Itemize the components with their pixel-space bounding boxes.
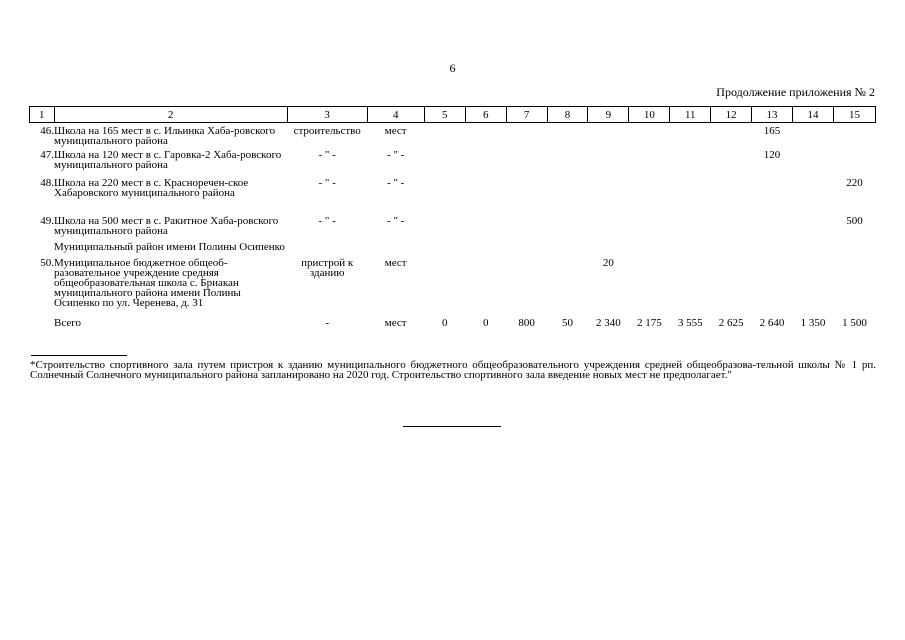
district-row [30, 242, 876, 258]
header-cell: 9 [588, 107, 629, 123]
value-cell [670, 150, 711, 178]
object-name: Школа на 220 мест в с. Красноречен-ское Хабаровского муниципального района [54, 177, 249, 199]
value-cell [588, 123, 629, 151]
work-type: строительство [293, 125, 361, 137]
header-cell: 12 [711, 107, 752, 123]
value-cell [588, 178, 629, 216]
district-heading: Муниципальный район имени Полины Осипенко [54, 241, 285, 253]
header-cell: 6 [465, 107, 506, 123]
value-cell [547, 258, 588, 318]
value-cell [629, 258, 670, 318]
value-cell [711, 216, 752, 242]
header-cell: 8 [547, 107, 588, 123]
header-cell: 2 [54, 107, 287, 123]
value-cell [833, 123, 875, 151]
unit: - " - [387, 149, 405, 161]
unit: мест [384, 317, 407, 329]
value-cell [506, 123, 547, 151]
value-cell [711, 123, 752, 151]
value-cell [424, 123, 465, 151]
header-row [30, 107, 876, 123]
object-name: Школа на 500 мест в с. Ракитное Хаба-ровского муниципального района [54, 215, 279, 237]
header-cell: 10 [629, 107, 670, 123]
table-row [30, 123, 876, 151]
value-cell [752, 216, 793, 242]
total-value: 1 500 [842, 317, 867, 329]
value-cell [465, 123, 506, 151]
row-number: 49. [40, 215, 55, 227]
work-type: пристрой к зданию [301, 257, 354, 279]
page-number: 6 [449, 61, 456, 75]
header-cell: 5 [424, 107, 465, 123]
unit: мест [384, 257, 407, 269]
object-name: Школа на 165 мест в с. Ильинка Хаба-ровского муниципального района [54, 125, 276, 147]
total-row [30, 318, 876, 336]
value-cell [752, 178, 793, 216]
value-cell [793, 258, 834, 318]
value-cell [424, 150, 465, 178]
value-cell [465, 150, 506, 178]
value-cell [547, 123, 588, 151]
table-row [30, 178, 876, 216]
unit: мест [384, 125, 407, 137]
work-type: - [325, 317, 329, 329]
value-cell [506, 178, 547, 216]
row-number: 48. [40, 177, 55, 189]
work-type: - " - [318, 215, 336, 227]
appendix-continuation: Продолжение приложения № 2 [716, 85, 875, 99]
value-cell [833, 150, 875, 178]
total-value: 0 [442, 317, 448, 329]
header-cell: 3 [287, 107, 367, 123]
value-cell [752, 258, 793, 318]
value-cell [670, 216, 711, 242]
header-cell: 7 [506, 107, 547, 123]
table-row [30, 258, 876, 318]
value-cell [424, 178, 465, 216]
table-row [30, 150, 876, 178]
total-value: 0 [482, 317, 489, 329]
value-cell [424, 216, 465, 242]
value-cell: 220 [846, 177, 863, 189]
value-cell [711, 178, 752, 216]
value-cell [424, 258, 465, 318]
row-number: 50. [40, 257, 55, 269]
value-cell: 20 [602, 257, 614, 269]
total-value: 3 555 [677, 317, 703, 329]
footnote: *Строительство спортивного зала путем пристроя к зданию муниципального бюджетного общеобразовательного учреждения средней общеобразова-тельной школы № 1 рп. Солнечный Солнечного муниципального района запланировано на 2020 год. Строительство спортивного зала введение новых мест не предполагает." [30, 359, 876, 381]
object-name: Школа на 120 мест в с. Гаровка-2 Хаба-ровского муниципального района [54, 149, 282, 171]
value-cell [793, 150, 834, 178]
total-label: Всего [54, 317, 82, 329]
value-cell: 165 [763, 125, 781, 137]
total-value: 1 350 [800, 317, 826, 329]
total-value: 2 625 [718, 317, 744, 329]
table-row [30, 216, 876, 242]
value-cell [833, 258, 875, 318]
value-cell [588, 216, 629, 242]
total-value: 50 [562, 317, 574, 329]
value-cell [506, 150, 547, 178]
value-cell [629, 150, 670, 178]
header-cell: 11 [670, 107, 711, 123]
value-cell [465, 178, 506, 216]
value-cell [547, 150, 588, 178]
unit: - " - [387, 215, 405, 227]
value-cell [670, 123, 711, 151]
object-name: Муниципальное бюджетное общеоб-разовательное учреждение средняя общеобразовательная школа с. Бриакан муниципального района имени Полины Осипенко по ул. Черенева, д. 31 [54, 257, 241, 309]
header-cell: 13 [752, 107, 793, 123]
total-value: 2 640 [759, 317, 785, 329]
value-cell [506, 216, 547, 242]
value-cell [793, 216, 834, 242]
value-cell [629, 216, 670, 242]
total-value: 2 340 [596, 317, 621, 329]
value-cell [629, 178, 670, 216]
value-cell [670, 258, 711, 318]
header-cell: 15 [833, 107, 875, 123]
value-cell [547, 216, 588, 242]
end-divider [403, 426, 501, 427]
value-cell [711, 258, 752, 318]
total-value: 800 [518, 317, 535, 329]
value-cell [465, 258, 506, 318]
row-number: 46. [40, 125, 55, 137]
row-number: 47. [40, 149, 55, 161]
unit: - " - [387, 177, 405, 189]
value-cell: 120 [763, 149, 781, 161]
value-cell [793, 178, 834, 216]
header-cell: 1 [30, 107, 55, 123]
value-cell [793, 123, 834, 151]
work-type: - " - [318, 149, 336, 161]
value-cell: 500 [846, 215, 863, 227]
header-cell: 14 [793, 107, 834, 123]
value-cell [670, 178, 711, 216]
work-type: - " - [318, 177, 336, 189]
footnote-divider [31, 355, 127, 356]
value-cell [506, 258, 547, 318]
value-cell [547, 178, 588, 216]
value-cell [711, 150, 752, 178]
value-cell [629, 123, 670, 151]
value-cell [465, 216, 506, 242]
total-value: 2 175 [636, 317, 662, 329]
header-cell: 4 [367, 107, 424, 123]
appendix-table [29, 106, 876, 336]
value-cell [588, 150, 629, 178]
